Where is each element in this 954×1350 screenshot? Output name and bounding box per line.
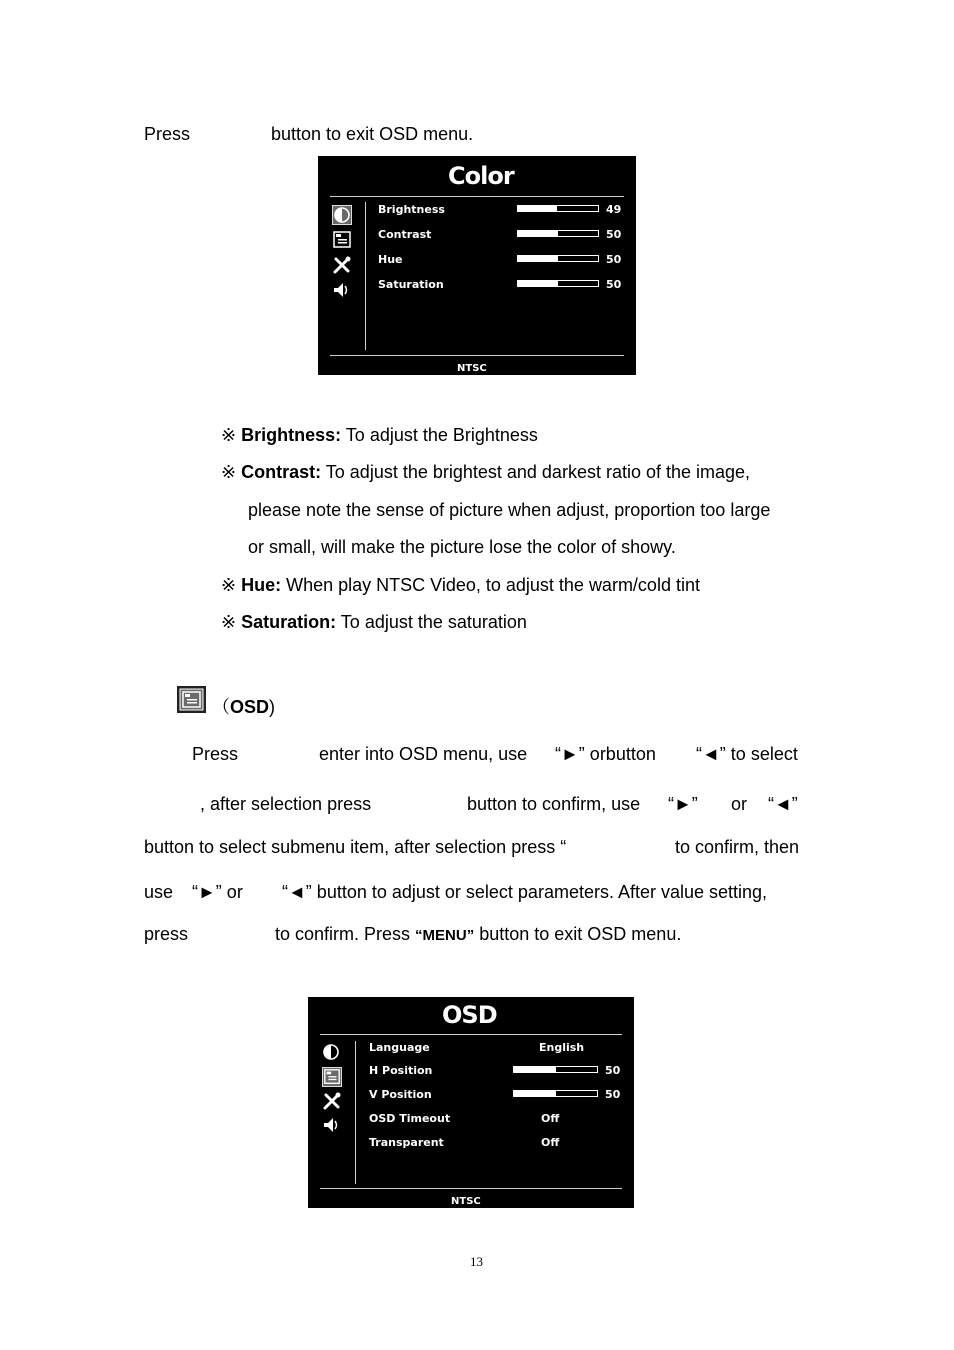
osd-icon [177,686,206,713]
saturation-value: 50 [606,278,622,291]
osd-timeout-value: Off [541,1112,560,1125]
hue-slider [517,255,599,262]
language-value: English [539,1041,585,1054]
contrast-slider [517,230,599,237]
saturation-slider [517,280,599,287]
osd-top-divider [320,1034,622,1035]
osd-footer-signal: NTSC [451,1196,481,1207]
menu-key: “MENU” [415,927,475,944]
osd-bottom-divider [320,1188,622,1189]
osd-footer-signal: NTSC [457,363,487,374]
transparent-value: Off [541,1136,560,1149]
color-osd-screenshot [318,156,636,375]
note-text: To adjust the brightest and darkest ratio of the image, [321,462,751,482]
osd-icon [322,1067,342,1087]
osd-icon [332,230,352,250]
heading-text: OSD [230,697,270,717]
osd-para-l1-c: “►” orbutton [555,744,656,764]
note-mark: ※ [221,575,237,595]
h-position-value: 50 [605,1064,621,1077]
note-contrast [221,461,810,483]
note-term: Saturation: [241,612,337,632]
l5-text-end: button to exit OSD menu. [474,924,682,944]
osd-item-label: Brightness [378,203,445,216]
v-position-value: 50 [605,1088,621,1101]
tools-icon [332,255,352,275]
osd-para-l2-b: button to confirm, use [467,794,641,814]
osd-para-l2-c: “►” [668,794,698,814]
paren-open: （ [212,697,230,717]
osd-side-divider [355,1041,356,1184]
brightness-slider [517,205,599,212]
v-position-slider [513,1090,598,1097]
osd-item-label: V Position [369,1088,432,1101]
note-text: To adjust the saturation [336,612,527,632]
osd-menu-screenshot [308,997,634,1208]
osd-para-l1-a: Press [192,744,239,764]
h-position-slider [513,1066,598,1073]
color-osd-title: Color [448,162,514,190]
osd-item-label: H Position [369,1064,433,1077]
note-term: Contrast: [241,462,322,482]
osd-para-l2-e: “◄” [768,794,798,814]
osd-item-label: Saturation [378,278,444,291]
osd-bottom-divider [330,355,624,356]
osd-para-l3-a: button to select submenu item, after selection press “ [144,837,567,857]
note-saturation [221,611,527,633]
page-number: 13 [470,1254,483,1269]
osd-top-divider [330,196,624,197]
tools-icon [322,1091,342,1111]
osd-item-label: Transparent [369,1136,444,1149]
note-mark: ※ [221,612,237,632]
osd-para-l4-a: use [144,882,174,902]
osd-item-label: Language [369,1041,430,1054]
audio-icon [322,1115,342,1135]
osd-para-l4-b: “►” or [192,882,243,902]
osd-para-l4-c: “◄” button to adjust or select parameters. After value setting, [282,882,768,902]
contrast-value: 50 [606,228,622,241]
note-text: When play NTSC Video, to adjust the warm/cold tint [281,575,700,595]
contrast-icon [332,205,352,225]
brightness-value: 49 [606,203,622,216]
note-term: Hue: [241,575,282,595]
osd-item-label: OSD Timeout [369,1112,451,1125]
audio-icon [332,280,352,300]
intro-press: Press [144,124,191,144]
note-contrast-line3: or small, will make the picture lose the color of showy. [248,537,676,557]
contrast-icon [322,1043,342,1063]
intro-exit-text: button to exit OSD menu. [271,124,474,144]
osd-para-l2-d: or [731,794,748,814]
osd-para-l5 [275,923,681,947]
osd-item-label: Contrast [378,228,432,241]
note-mark: ※ [221,462,237,482]
osd-para-l5-a: press [144,924,189,944]
osd-para-l1-b: enter into OSD menu, use [319,744,528,764]
note-brightness [221,424,538,446]
paren-close: ) [269,697,276,717]
hue-value: 50 [606,253,622,266]
osd-para-l1-d: “◄” to select [696,744,798,764]
note-term: Brightness: [241,425,342,445]
osd-menu-title: OSD [442,1001,497,1029]
osd-side-divider [365,202,366,350]
l5-text: to confirm. Press [275,924,416,944]
note-text: To adjust the Brightness [341,425,538,445]
osd-section-heading [212,696,275,718]
note-mark: ※ [221,425,237,445]
note-hue [221,574,700,596]
osd-para-l3-b: to confirm, then [675,837,800,857]
osd-item-label: Hue [378,253,403,266]
osd-para-l2-a: , after selection press [200,794,372,814]
note-contrast-line2: please note the sense of picture when adjust, proportion too large [248,500,771,520]
